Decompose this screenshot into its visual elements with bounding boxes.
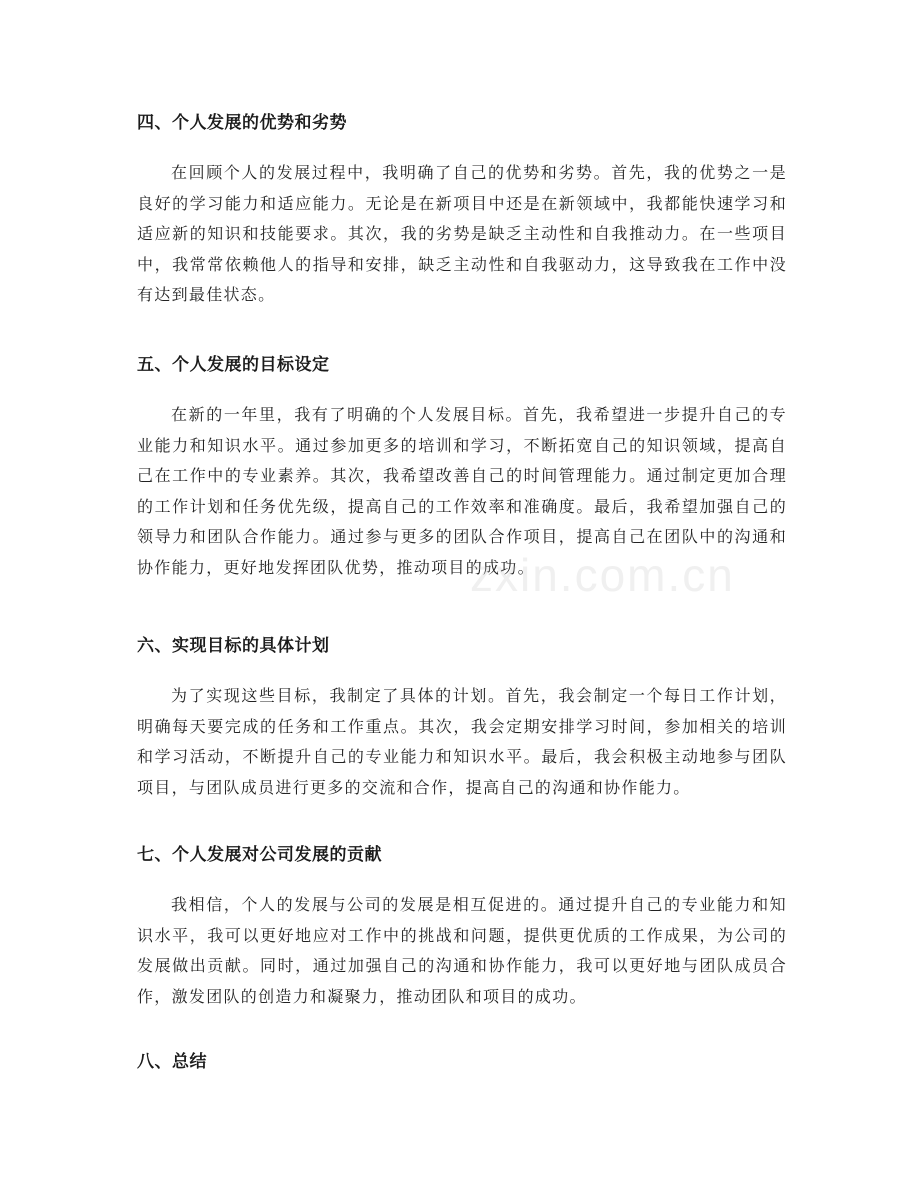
section-company-contribution	[137, 843, 787, 1012]
section-heading: 五、个人发展的目标设定	[137, 355, 330, 375]
section-heading: 六、实现目标的具体计划	[137, 636, 330, 656]
section-heading: 四、个人发展的优势和劣势	[137, 113, 347, 133]
section-strengths-weaknesses	[137, 111, 787, 311]
section-goal-setting	[137, 353, 787, 583]
section-paragraph: 我相信，个人的发展与公司的发展是相互促进的。通过提升自己的专业能力和知识水平，我可以更好地应对工作中的挑战和问题，提供更优质的工作成果，为公司的发展做出贡献。同时，通过加强自己的沟通和协作能力，我可以更好地与团队成员合作，激发团队的创造力和凝聚力，推动团队和项目的成功。	[137, 895, 787, 1006]
section-paragraph: 在回顾个人的发展过程中，我明确了自己的优势和劣势。首先，我的优势之一是良好的学习能力和适应能力。无论是在新项目中还是在新领域中，我都能快速学习和适应新的知识和技能要求。其次，我的劣势是缺乏主动性和自我推动力。在一些项目中，我常常依赖他人的指导和安排，缺乏主动性和自我驱动力，这导致我在工作中没有达到最佳状态。	[137, 163, 787, 304]
section-heading: 七、个人发展对公司发展的贡献	[137, 845, 382, 865]
section-concrete-plan	[137, 634, 787, 803]
section-heading: 八、总结	[137, 1052, 207, 1072]
section-paragraph: 为了实现这些目标，我制定了具体的计划。首先，我会制定一个每日工作计划，明确每天要完成的任务和工作重点。其次，我会定期安排学习时间，参加相关的培训和学习活动，不断提升自己的专业能力和知识水平。最后，我会积极主动地参与团队项目，与团队成员进行更多的交流和合作，提高自己的沟通和协作能力。	[137, 686, 787, 797]
watermark: zxin.com.cn	[470, 549, 735, 601]
section-paragraph: 在新的一年里，我有了明确的个人发展目标。首先，我希望进一步提升自己的专业能力和知识水平。通过参加更多的培训和学习，不断拓宽自己的知识领域，提高自己在工作中的专业素养。其次，我希望改善自己的时间管理能力。通过制定更加合理的工作计划和任务优先级，提高自己的工作效率和准确度。最后，我希望加强自己的领导力和团队合作能力。通过参与更多的团队合作项目，提高自己在团队中的沟通和协作能力，更好地发挥团队优势，推动项目的成功。	[137, 405, 787, 577]
section-summary	[137, 1050, 787, 1074]
